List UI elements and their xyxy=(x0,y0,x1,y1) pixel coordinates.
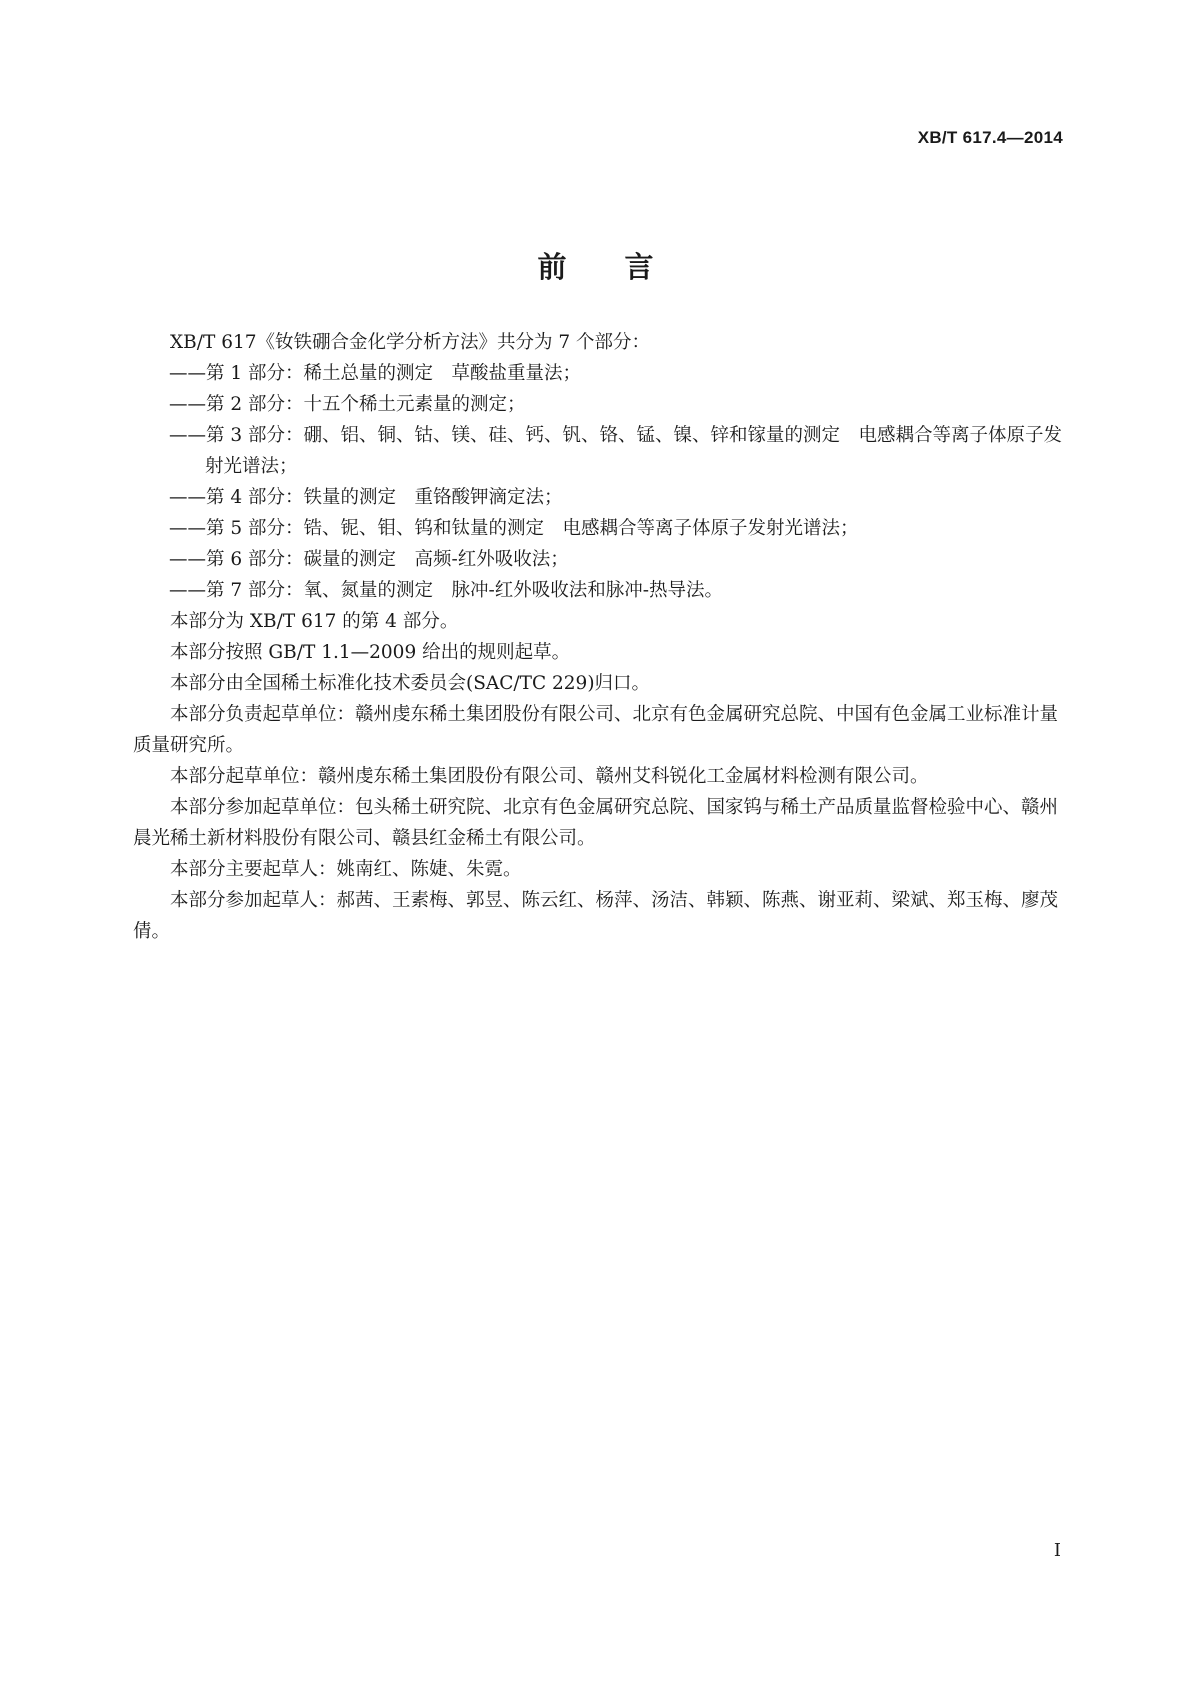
part-list-item-7: ——第 7 部分：氧、氮量的测定 脉冲-红外吸收法和脉冲-热导法。 xyxy=(169,580,724,601)
standard-number: XB/T 617.4—2014 xyxy=(917,128,1063,147)
paragraph-drafting-units: 本部分起草单位：赣州虔东稀土集团股份有限公司、赣州艾科锐化工金属材料检测有限公司。 xyxy=(170,766,929,787)
part-list-item-6: ——第 6 部分：碳量的测定 高频-红外吸收法； xyxy=(169,549,569,570)
page-title: 前言 xyxy=(537,250,712,285)
page-number: I xyxy=(1053,1540,1061,1561)
part-list-item-3: ——第 3 部分：硼、铝、铜、钴、镁、硅、钙、钒、铬、锰、镍、锌和镓量的测定 电感耦合等离子体原子发射光谱法； xyxy=(169,425,1063,477)
foreword-body xyxy=(133,327,1063,947)
paragraph-main-drafters: 本部分主要起草人：姚南红、陈婕、朱霓。 xyxy=(170,859,522,880)
paragraph-drafting-rules: 本部分按照 GB/T 1.1—2009 给出的规则起草。 xyxy=(170,642,571,663)
paragraph-responsible-units: 本部分负责起草单位：赣州虔东稀土集团股份有限公司、北京有色金属研究总院、中国有色金属工业标准计量质量研究所。 xyxy=(133,704,1059,756)
paragraph-participating-drafters: 本部分参加起草人：郝茜、王素梅、郭昱、陈云红、杨萍、汤洁、韩颖、陈燕、谢亚莉、梁斌、郑玉梅、廖茂倩。 xyxy=(133,890,1059,942)
paragraph-participating-units: 本部分参加起草单位：包头稀土研究院、北京有色金属研究总院、国家钨与稀土产品质量监督检验中心、赣州晨光稀土新材料股份有限公司、赣县红金稀土有限公司。 xyxy=(133,797,1059,849)
part-list-item-1: ——第 1 部分：稀土总量的测定 草酸盐重量法； xyxy=(169,363,582,384)
paragraph-committee: 本部分由全国稀土标准化技术委员会(SAC/TC 229)归口。 xyxy=(170,673,651,694)
part-list-item-2: ——第 2 部分：十五个稀土元素量的测定； xyxy=(169,394,526,415)
part-list-item-5: ——第 5 部分：锆、铌、钼、钨和钛量的测定 电感耦合等离子体原子发射光谱法； xyxy=(169,518,859,539)
intro-paragraph: XB/T 617《钕铁硼合金化学分析方法》共分为 7 个部分： xyxy=(170,332,651,353)
part-list-item-4: ——第 4 部分：铁量的测定 重铬酸钾滴定法； xyxy=(169,487,563,508)
paragraph-part-statement: 本部分为 XB/T 617 的第 4 部分。 xyxy=(170,611,459,632)
